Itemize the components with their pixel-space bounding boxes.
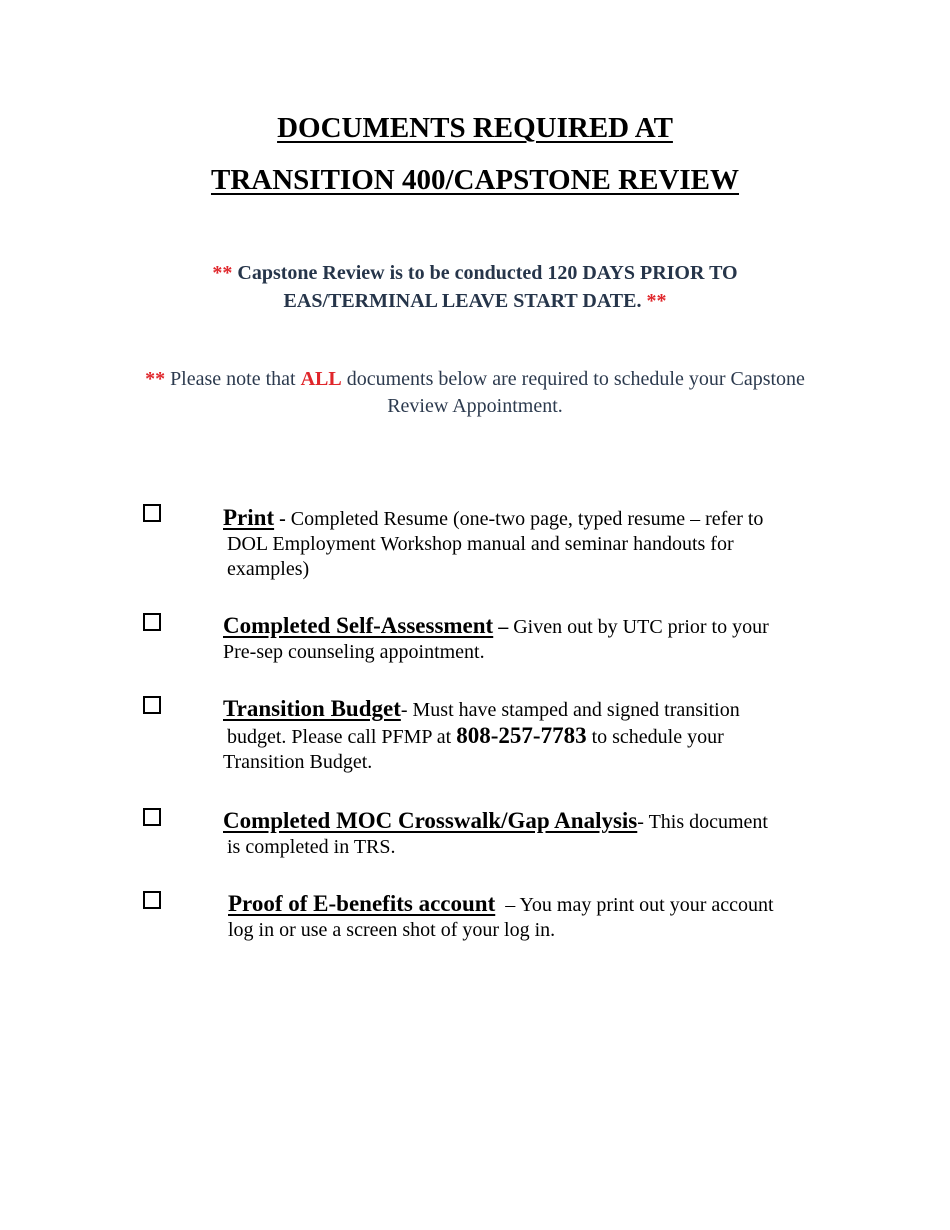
item-heading: Transition Budget xyxy=(223,696,401,721)
checkbox-moc-crosswalk[interactable] xyxy=(143,808,161,826)
item-heading: Print xyxy=(223,505,275,530)
document-title-line-2: TRANSITION 400/CAPSTONE REVIEW xyxy=(210,164,740,196)
item-line-2: DOL Employment Workshop manual and seminar handouts for xyxy=(227,533,734,555)
item-line-2-before: budget. Please call PFMP at xyxy=(227,726,452,748)
required-documents-note xyxy=(80,366,870,420)
checkbox-print-resume[interactable] xyxy=(143,504,161,522)
pfmp-phone-number: 808-257-7783 xyxy=(456,723,587,748)
item-line-1: – You may print out your account xyxy=(505,894,774,916)
item-line-3: examples) xyxy=(227,558,310,580)
notice-stars: ** xyxy=(212,262,233,284)
item-separator: – xyxy=(498,616,509,638)
note-stars: ** xyxy=(145,368,166,390)
note-line-2: Review Appointment. xyxy=(387,395,563,417)
item-line-2: is completed in TRS. xyxy=(227,836,396,858)
checklist-item-print-resume xyxy=(223,505,833,582)
notice-stars-end: ** xyxy=(646,290,667,312)
item-line-3: Transition Budget. xyxy=(223,751,373,773)
checklist-item-transition-budget xyxy=(223,696,833,775)
item-line-2: Pre-sep counseling appointment. xyxy=(223,641,485,663)
item-line-1: - This document xyxy=(637,811,768,833)
checklist-item-self-assessment xyxy=(223,613,833,665)
notice-line-2: EAS/TERMINAL LEAVE START DATE. xyxy=(283,290,642,312)
item-line-2: log in or use a screen shot of your log in. xyxy=(228,919,556,941)
checkbox-transition-budget[interactable] xyxy=(143,696,161,714)
note-text-before: Please note that xyxy=(170,368,296,390)
capstone-timing-notice xyxy=(100,259,850,315)
item-line-1: - Must have stamped and signed transition xyxy=(400,699,740,721)
checklist-item-moc-crosswalk xyxy=(223,808,833,860)
item-heading: Completed Self-Assessment xyxy=(223,613,494,638)
note-text-after: documents below are required to schedule your Capstone xyxy=(346,368,805,390)
item-line-1: Given out by UTC prior to your xyxy=(513,616,769,638)
checkbox-self-assessment[interactable] xyxy=(143,613,161,631)
checkbox-ebenefits-account[interactable] xyxy=(143,891,161,909)
item-line-2-after: to schedule your xyxy=(591,726,724,748)
document-title-line-1: DOCUMENTS REQUIRED AT xyxy=(277,112,673,144)
checklist-item-ebenefits-account xyxy=(228,891,838,943)
item-heading: Completed MOC Crosswalk/Gap Analysis xyxy=(223,808,638,833)
item-separator: - xyxy=(279,508,286,530)
item-line-1: Completed Resume (one-two page, typed resume – refer to xyxy=(290,508,764,530)
item-heading: Proof of E-benefits account xyxy=(228,891,496,916)
note-emphasis: ALL xyxy=(300,368,342,390)
notice-line-1: Capstone Review is to be conducted 120 DAYS PRIOR TO xyxy=(237,262,738,284)
